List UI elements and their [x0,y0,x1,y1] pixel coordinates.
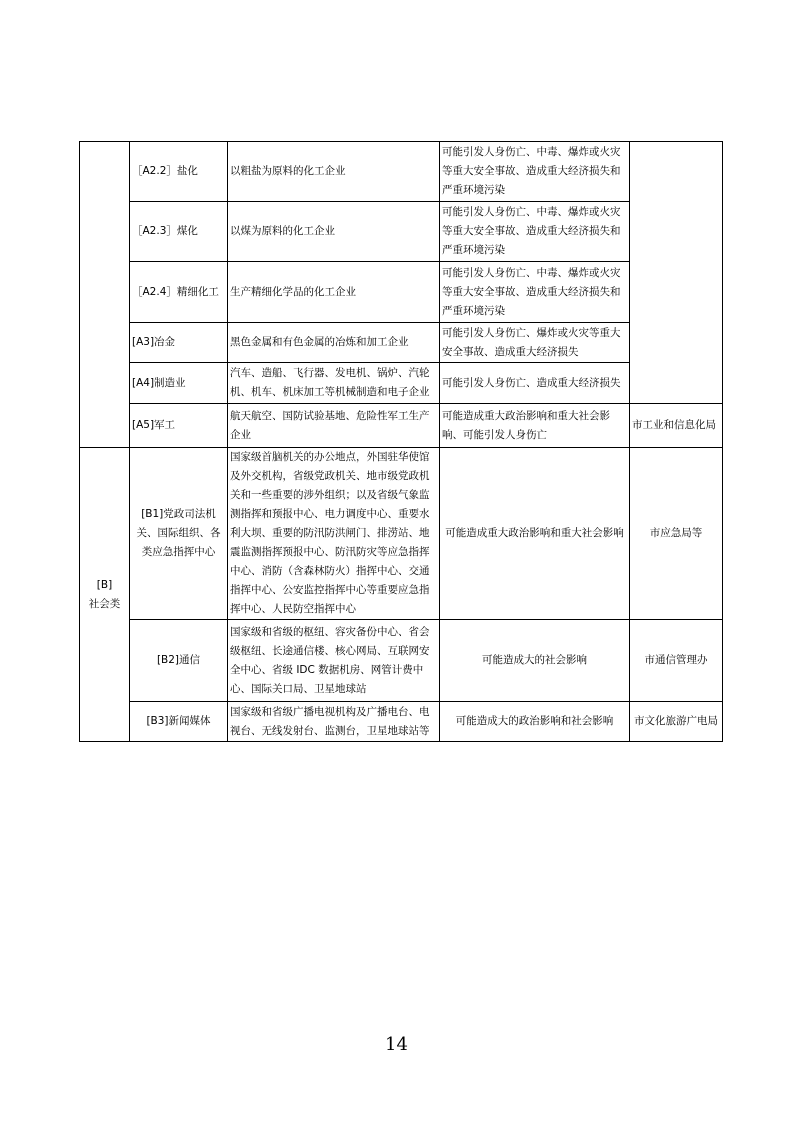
description-cell: 航天航空、国防试验基地、危险性军工生产企业 [228,404,440,448]
table-row [80,262,723,323]
description-cell: 以粗盐为原料的化工企业 [228,142,440,202]
risk-cell: 可能引发人身伤亡、中毒、爆炸或火灾等重大安全事故、造成重大经济损失和严重环境污染 [440,262,630,323]
subcategory-cell: ［A2.3］煤化 [130,202,228,262]
subcategory-cell: ［A2.2］盐化 [130,142,228,202]
department-cell-empty [630,142,723,404]
risk-cell: 可能引发人身伤亡、造成重大经济损失 [440,363,630,404]
table-row [80,202,723,262]
page-number: 14 [385,1034,408,1055]
table-row [80,323,723,363]
description-cell: 国家级和省级广播电视机构及广播电台、电视台、无线发射台、监测台，卫星地球站等 [228,702,440,742]
description-cell: 国家级和省级的枢纽、容灾备份中心、省会级枢纽、长途通信楼、核心网局、互联网安全中心、省级 IDC 数据机房、网管计费中心、国际关口局、卫星地球站 [228,620,440,702]
table-row [80,448,723,620]
department-cell: 市文化旅游广电局 [630,702,723,742]
subcategory-cell: [B2]通信 [130,620,228,702]
description-cell: 黑色金属和有色金属的冶炼和加工企业 [228,323,440,363]
risk-cell: 可能造成大的政治影响和社会影响 [440,702,630,742]
category-cell-a-continued [80,142,130,448]
table-row [80,404,723,448]
table-row [80,142,723,202]
category-cell-b [80,448,130,742]
category-name: 社会类 [88,597,121,610]
subcategory-cell: [A4]制造业 [130,363,228,404]
subcategory-cell: [A3]冶金 [130,323,228,363]
description-cell: 以煤为原料的化工企业 [228,202,440,262]
risk-cell: 可能引发人身伤亡、中毒、爆炸或火灾等重大安全事故、造成重大经济损失和严重环境污染 [440,142,630,202]
risk-cell: 可能造成大的社会影响 [440,620,630,702]
subcategory-cell: [B3]新闻媒体 [130,702,228,742]
department-cell: 市工业和信息化局 [630,404,723,448]
risk-classification-table [79,141,723,742]
subcategory-cell: [B1]党政司法机关、国际组织、各类应急指挥中心 [130,448,228,620]
table-row [80,363,723,404]
risk-cell: 可能引发人身伤亡、中毒、爆炸或火灾等重大安全事故、造成重大经济损失和严重环境污染 [440,202,630,262]
table-row [80,620,723,702]
subcategory-cell: [A5]军工 [130,404,228,448]
department-cell: 市应急局等 [630,448,723,620]
risk-cell: 可能造成重大政治影响和重大社会影响、可能引发人身伤亡 [440,404,630,448]
department-cell: 市通信管理办 [630,620,723,702]
risk-cell: 可能引发人身伤亡、爆炸或火灾等重大安全事故、造成重大经济损失 [440,323,630,363]
table-row [80,702,723,742]
description-cell: 生产精细化学品的化工企业 [228,262,440,323]
risk-cell: 可能造成重大政治影响和重大社会影响 [440,448,630,620]
description-cell: 国家级首脑机关的办公地点，外国驻华使馆及外交机构，省级党政机关、地市级党政机关和一些重要的涉外组织；以及省级气象监测指挥和预报中心、电力调度中心、重要水利大坝、重要的防汛防洪闸门、排涝站、地震监测指挥预报中心、防汛防灾等应急指挥中心、消防（含森林防火）指挥中心、交通指挥中心、公安监控指挥中心等重要应急指挥中心、人民防空指挥中心 [228,448,440,620]
subcategory-cell: ［A2.4］精细化工 [130,262,228,323]
category-code: [B] [96,578,113,591]
description-cell: 汽车、造船、飞行器、发电机、锅炉、汽轮机、机车、机床加工等机械制造和电子企业 [228,363,440,404]
